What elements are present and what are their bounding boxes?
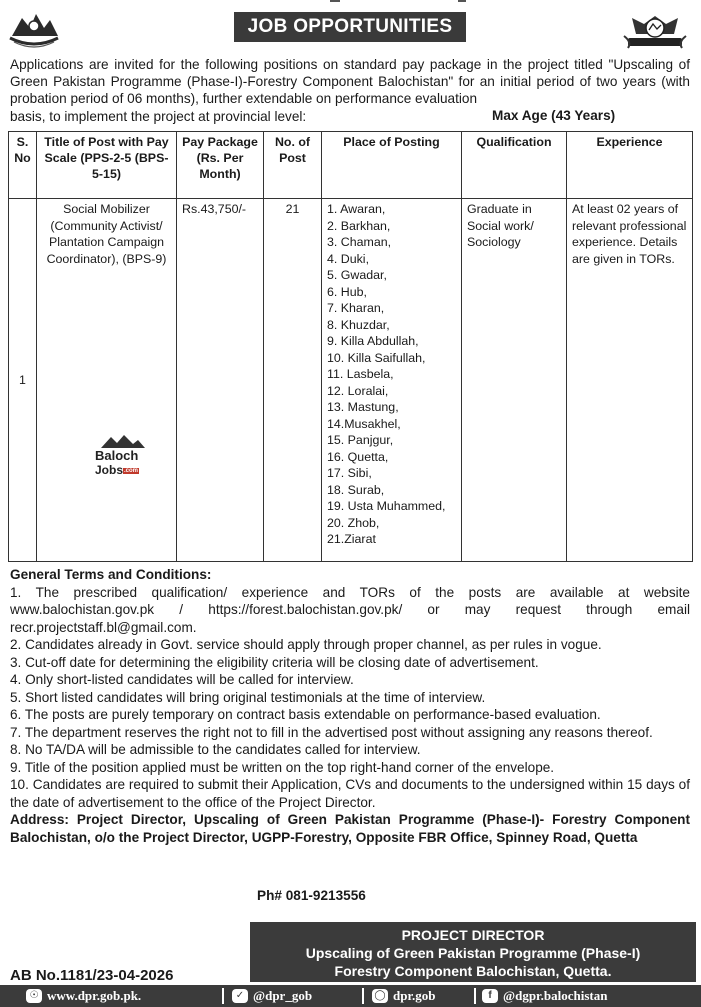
signature-title: PROJECT DIRECTOR: [401, 927, 545, 943]
header-experience: Experience: [567, 132, 693, 199]
cell-experience: At least 02 years of relevant professional experience. Details are given in TORs.: [567, 199, 693, 562]
table-row: [9, 199, 693, 562]
term-item: 9. Title of the position applied must be written on the top right-hand corner of the envelope.: [10, 759, 555, 775]
twitter-bird-icon: ✓: [232, 989, 248, 1003]
jobs-table: [8, 131, 693, 562]
header-sno: S. No: [9, 132, 37, 199]
globe-icon: ☉: [26, 989, 42, 1003]
term-item: 7. The department reserves the right not to fill in the advertised post without assigning any reasons thereof.: [10, 724, 653, 740]
header: [0, 0, 701, 52]
place-item: 3. Chaman,: [327, 235, 392, 249]
place-item: 14.Musakhel,: [327, 416, 401, 431]
footer-twitter-text: @dpr_gob: [253, 988, 313, 1003]
term-item: 1. The prescribed qualification/ experience and TORs of the posts are available at website www.balochistan.gov.pk / https://forest.balochistan.gov.pk/ or may request through email recr.projectstaff.bl@gmail.com.: [10, 584, 690, 635]
footer-divider: [222, 988, 224, 1004]
place-item: 2. Barkhan,: [327, 218, 391, 233]
terms-section: [10, 566, 690, 846]
mountain-logo-icon: [101, 434, 145, 448]
footer-divider: [362, 988, 364, 1004]
term-item: 5. Short listed candidates will bring original testimonials at the time of interview.: [10, 689, 486, 705]
signature-line2: Upscaling of Green Pakistan Programme (Phase-I): [305, 945, 641, 961]
signature-block: [250, 922, 696, 982]
place-item: 7. Kharan,: [327, 301, 385, 315]
footer-website-text: www.dpr.gob.pk.: [47, 988, 142, 1003]
place-item: 11. Lasbela,: [327, 367, 394, 381]
place-item: 9. Killa Abdullah,: [327, 334, 419, 348]
phone-number: Ph# 081-9213556: [257, 888, 366, 903]
header-title: Title of Post with Pay Scale (PPS-2-5 (BPS-5-15): [37, 132, 177, 199]
cell-sno: 1: [9, 199, 37, 562]
watermark-logo: [95, 434, 155, 482]
footer-bar: [0, 985, 701, 1007]
footer-facebook-text: @dgpr.balochistan: [503, 988, 608, 1003]
department-seal-icon: [622, 8, 688, 52]
table-header-row: [9, 132, 693, 199]
max-age-label: Max Age (43 Years): [492, 108, 616, 123]
place-item: 1. Awaran,: [327, 202, 386, 216]
page-title: JOB OPPORTUNITIES: [234, 12, 466, 42]
place-item: 19. Usta Muhammed,: [327, 499, 446, 513]
term-item: 3. Cut-off date for determining the eligibility criteria will be closing date of advertisement.: [10, 654, 539, 670]
signature-line3: Forestry Component Balochistan, Quetta.: [334, 963, 612, 979]
terms-list: [10, 584, 690, 812]
header-place: Place of Posting: [322, 132, 462, 199]
footer-website[interactable]: [26, 985, 141, 1007]
cell-places: [322, 199, 462, 562]
place-item: 13. Mastung,: [327, 400, 399, 414]
header-qualification: Qualification: [462, 132, 567, 199]
place-item: 12. Loralai,: [327, 383, 389, 398]
cell-posts: 21: [264, 199, 322, 562]
place-item: 17. Sibi,: [327, 466, 372, 480]
intro-last-line: basis, to implement the project at provincial level:: [10, 109, 307, 124]
place-item: 21.Ziarat: [327, 532, 376, 546]
facebook-icon: f: [482, 989, 498, 1003]
place-item: 15. Panjgur,: [327, 433, 394, 447]
place-item: 4. Duki,: [327, 251, 370, 266]
term-item: 10. Candidates are required to submit their Application, CVs and documents to the undersigned within 15 days of the date of advertisement to the office of the Project Director.: [10, 777, 690, 810]
footer-twitter[interactable]: [232, 985, 312, 1007]
place-item: 8. Khuzdar,: [327, 317, 390, 332]
watermark-suffix: .com: [124, 467, 139, 474]
place-item: 6. Hub,: [327, 284, 367, 299]
government-emblem-icon: [6, 6, 62, 50]
footer-instagram-text: dpr.gob: [393, 988, 436, 1003]
place-item: 10. Killa Saifullah,: [327, 350, 426, 365]
watermark-text-line1: Baloch: [95, 448, 139, 463]
place-item: 16. Quetta,: [327, 449, 389, 464]
cell-title: Social Mobilizer (Community Activist/ Plantation Campaign Coordinator), (BPS-9): [37, 199, 177, 562]
term-item: 8. No TA/DA will be admissible to the candidates called for interview.: [10, 742, 421, 757]
term-item: 6. The posts are purely temporary on contract basis extendable on performance-based evaluation.: [10, 707, 601, 722]
intro-paragraph: Applications are invited for the following positions on standard pay package in the project titled "Upscaling of Green Pakistan Programme (Phase-I)-Forestry Component Balochistan" for an initial period of two years (with probation period of 06 months), further extendable on performance evaluation: [10, 57, 690, 106]
place-item: 18. Surab,: [327, 482, 385, 497]
term-item: 4. Only short-listed candidates will be called for interview.: [10, 672, 354, 687]
footer-facebook[interactable]: [482, 985, 607, 1007]
footer-instagram[interactable]: [372, 985, 436, 1007]
cell-pay: Rs.43,750/-: [177, 199, 264, 562]
place-item: 20. Zhob,: [327, 515, 380, 530]
term-item: 2. Candidates already in Govt. service should apply through proper channel, as per rules in vogue.: [10, 637, 602, 652]
instagram-icon: ◯: [372, 989, 388, 1003]
terms-title: General Terms and Conditions:: [10, 567, 212, 582]
footer-divider: [474, 988, 476, 1004]
places-list: [327, 201, 456, 548]
header-pay: Pay Package (Rs. Per Month): [177, 132, 264, 199]
watermark-text-line2: [95, 463, 139, 477]
watermark-jobs: Jobs: [95, 463, 124, 477]
address-text: Address: Project Director, Upscaling of Green Pakistan Programme (Phase-I)- Forestry Component Balochistan, o/o the Project Director, UGPP-Forestry, Opposite FBR Office, Spinney Road, Quetta: [10, 812, 690, 845]
cell-qualification: Graduate in Social work/ Sociology: [462, 199, 567, 562]
top-scan-marks: [330, 0, 470, 3]
place-item: 5. Gwadar,: [327, 268, 387, 282]
ab-number: AB No.1181/23-04-2026: [10, 967, 174, 984]
header-posts: No. of Post: [264, 132, 322, 199]
